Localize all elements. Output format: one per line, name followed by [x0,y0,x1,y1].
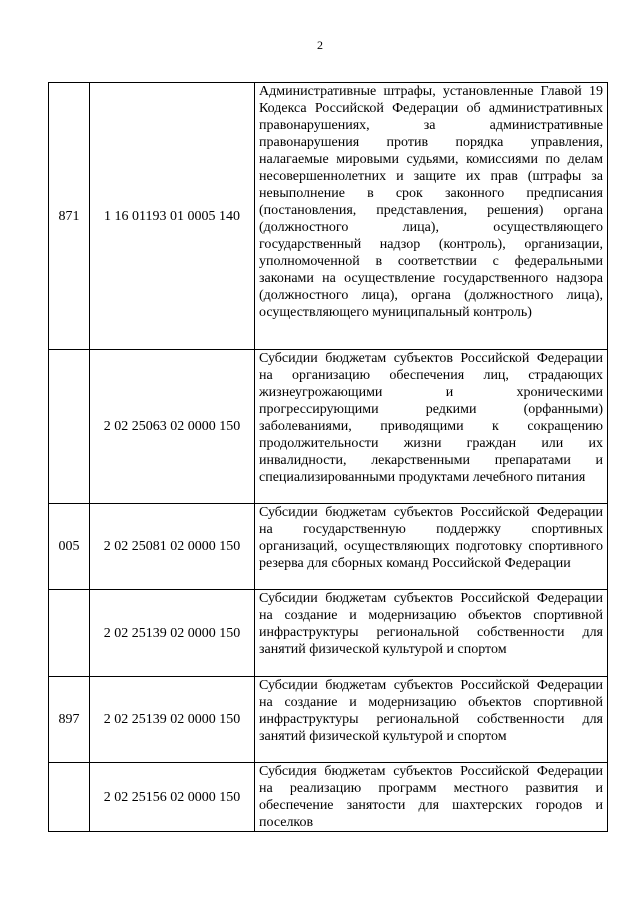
budget-code-cell: 2 02 25139 02 0000 150 [90,590,255,677]
table-row [49,677,608,763]
table-row [49,504,608,590]
budget-classification-table [48,82,608,832]
description-cell: Административные штрафы, установленные Главой 19 Кодекса Российской Федерации об административных правонарушениях, за административные правонарушения против порядка управления, налагаемые мировыми судьями, комиссиями по делам несовершеннолетних и защите их прав (штрафы за невыполнение в срок законного предписания (постановления, представления, решения) органа (должностного лица), осуществляющего государственный надзор (контроль), организации, уполномоченной в соответствии с федеральными законами на осуществление государственного надзора (должностного лица), органа (должностного лица), осуществляющего муниципальный контроль) [255,83,608,350]
table-row [49,763,608,832]
description-cell: Субсидия бюджетам субъектов Российской Федерации на реализацию программ местного развития и обеспечение занятости для шахтерских городов и поселков [255,763,608,832]
admin-code-cell: 871 [49,83,90,350]
description-cell: Субсидии бюджетам субъектов Российской Федерации на создание и модернизацию объектов спортивной инфраструктуры региональной собственности для занятий физической культурой и спортом [255,590,608,677]
page-number: 2 [317,38,323,52]
admin-code-cell: 005 [49,504,90,590]
budget-code-cell: 2 02 25139 02 0000 150 [90,677,255,763]
description-cell: Субсидии бюджетам субъектов Российской Федерации на организацию обеспечения лиц, страдающих жизнеугрожающими и хроническими прогрессирующими редкими (орфанными) заболеваниями, приводящими к сокращению продолжительности жизни граждан или их инвалидности, лекарственными препаратами и специализированными продуктами лечебного питания [255,350,608,504]
budget-code-cell: 2 02 25081 02 0000 150 [90,504,255,590]
admin-code-cell [49,763,90,832]
admin-code-cell [49,350,90,504]
description-cell: Субсидии бюджетам субъектов Российской Федерации на государственную поддержку спортивных организаций, осуществляющих подготовку спортивного резерва для сборных команд Российской Федерации [255,504,608,590]
admin-code-cell [49,590,90,677]
table-row [49,83,608,350]
budget-code-cell: 1 16 01193 01 0005 140 [90,83,255,350]
table-row [49,590,608,677]
admin-code-cell: 897 [49,677,90,763]
budget-code-cell: 2 02 25063 02 0000 150 [90,350,255,504]
table-row [49,350,608,504]
budget-code-cell: 2 02 25156 02 0000 150 [90,763,255,832]
description-cell: Субсидии бюджетам субъектов Российской Федерации на создание и модернизацию объектов спортивной инфраструктуры региональной собственности для занятий физической культурой и спортом [255,677,608,763]
